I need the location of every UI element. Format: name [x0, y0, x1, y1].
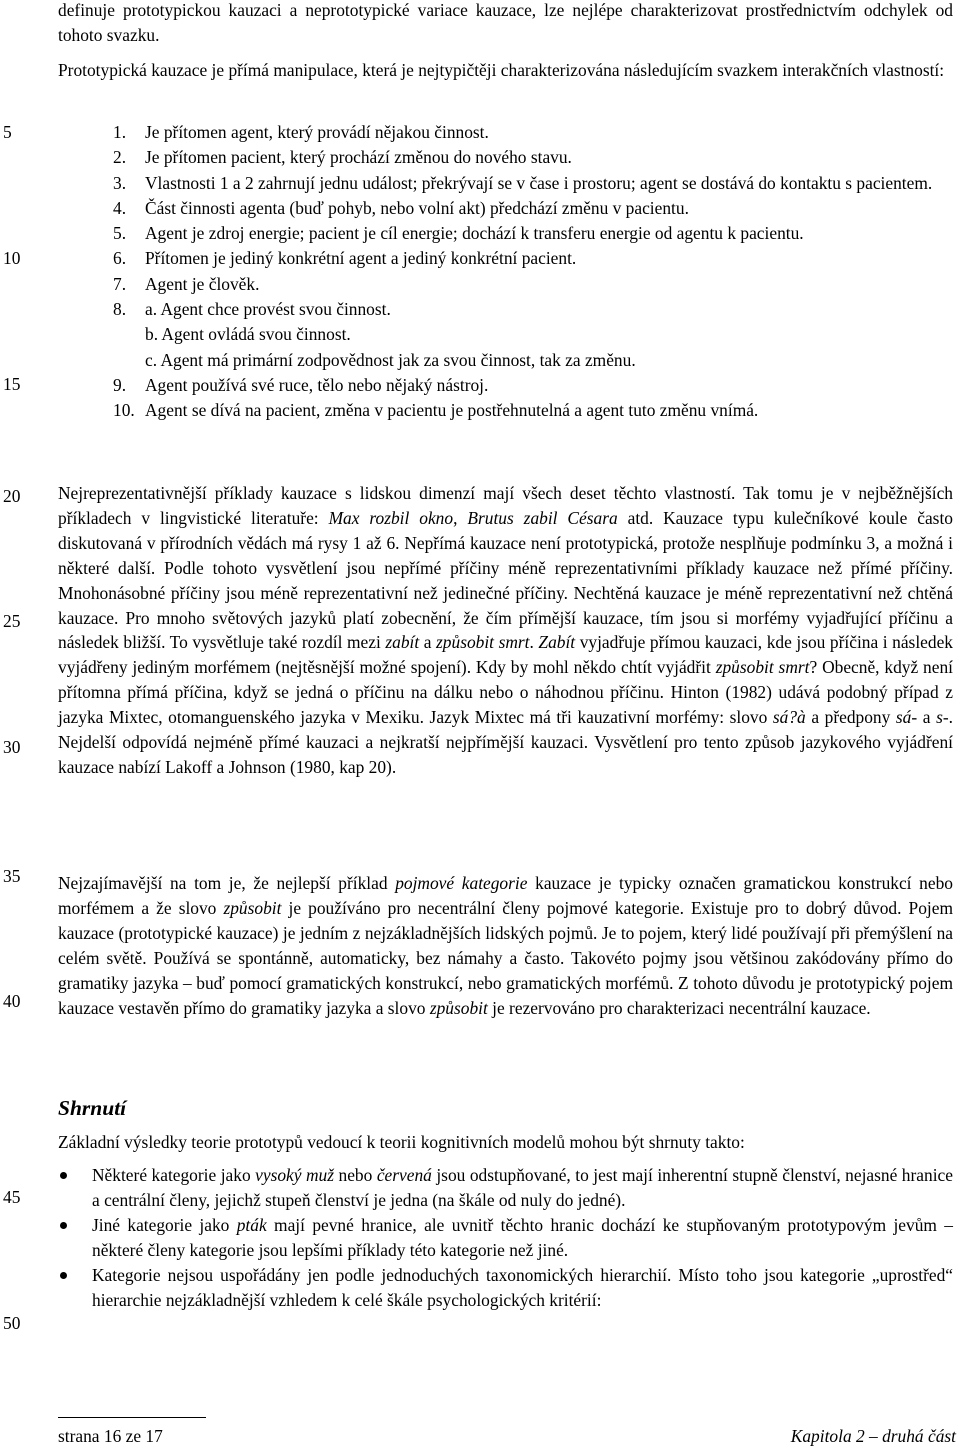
page-number: strana 16 ze 17 [58, 1426, 163, 1446]
line-number: 20 [3, 486, 21, 506]
bullet-icon [60, 1172, 67, 1179]
paragraph-intro: definuje prototypickou kauzaci a neprototypické variace kauzace, lze nejlépe charakterizovat prostřednictvím odchylek od tohoto svazku. [58, 0, 953, 45]
bullet-item: Některé kategorie jako vysoký muž nebo červená jsou odstupňované, to jest mají inherentní stupně členství, nejasné hranice a centrální členy, jejichž stupeň členství je jedna (na škále od nuly do jedné). [58, 1163, 953, 1213]
list-item-number: 9. [113, 374, 127, 395]
list-item-number: 7. [113, 273, 127, 294]
footer-divider [58, 1417, 206, 1418]
summary-bullet-list [58, 1163, 953, 1312]
list-item-number: 4. [113, 197, 127, 218]
italic-run: vysoký muž [255, 1165, 335, 1185]
line-number: 30 [3, 737, 21, 757]
list-item [113, 322, 943, 347]
line-number: 10 [3, 248, 21, 268]
italic-run: Max rozbil okno [328, 507, 454, 528]
line-number: 15 [3, 374, 21, 394]
italic-run: sá- [895, 707, 918, 728]
line-number-gutter [0, 0, 40, 1449]
line-number: 25 [3, 611, 21, 631]
list-item-text: Vlastnosti 1 a 2 zahrnují jednu událost; překrývají se v čase i prostoru; agent se dostává do kontaktu s pacientem. [145, 172, 933, 193]
list-item-number: 8. [113, 299, 127, 320]
italic-run: způsobit [429, 997, 488, 1018]
list-item [113, 297, 943, 322]
list-item-number: 10. [113, 400, 135, 421]
paragraph-prototypical-causation: Prototypická kauzace je přímá manipulace, která je nejtypičtěji charakterizována následujícím svazkem interakčních vlastností: [58, 60, 945, 80]
list-item-number: 5. [113, 223, 127, 244]
list-item [113, 348, 943, 373]
list-item-text: a. Agent chce provést svou činnost. [145, 299, 391, 320]
line-number: 45 [3, 1187, 21, 1207]
list-item-text: b. Agent ovládá svou činnost. [145, 324, 351, 345]
list-item [113, 246, 943, 271]
line-number: 35 [3, 866, 21, 886]
list-item-number: 3. [113, 172, 127, 193]
list-item [113, 221, 943, 246]
list-item-text: Přítomen je jediný konkrétní agent a jediný konkrétní pacient. [145, 248, 577, 269]
property-list [113, 120, 943, 424]
chapter-label: Kapitola 2 – druhá část [790, 1426, 956, 1446]
list-item-number: 6. [113, 248, 127, 269]
italic-run: Brutus zabil Césara [467, 507, 618, 528]
list-item-text: Část činnosti agenta (buď pohyb, nebo volní akt) předchází změnu v pacientu. [145, 197, 689, 218]
bullet-item: Jiné kategorie jako pták mají pevné hranice, ale uvnitř těchto hranic dochází ke stupňovaným prototypovým jevům – některé členy kategorie jsou lepšími příklady této kategorie než jiné. [58, 1213, 953, 1263]
italic-run: Zabít [538, 632, 576, 653]
list-item [113, 272, 943, 297]
italic-run: způsobit smrt [436, 632, 530, 653]
list-item-text: Je přítomen pacient, který prochází změnou do nového stavu. [145, 147, 572, 168]
italic-run: pták [236, 1214, 267, 1235]
list-item-number: 1. [113, 122, 127, 142]
line-number: 40 [3, 991, 21, 1011]
bullet-icon [60, 1272, 67, 1279]
list-item-text: Je přítomen agent, který provádí nějakou činnost. [145, 122, 489, 142]
bullet-icon [60, 1222, 67, 1229]
section-heading: Shrnutí [58, 1096, 127, 1120]
line-number: 5 [3, 122, 12, 142]
italic-run: červená [376, 1165, 432, 1185]
paragraph-summary-intro: Základní výsledky teorie prototypů vedoucí k teorii kognitivních modelů mohou být shrnuty takto: [58, 1132, 745, 1152]
italic-run: s- [936, 707, 949, 728]
paragraph-representative-examples: Nejreprezentativnější příklady kauzace s lidskou dimenzí mají všech deset těchto vlastností. Tak tomu je v nejběžnějších příkladech v lingvistické literatuře: Max rozbil okno, Brutus zabil Césara atd. Kauzace typu kulečníkové koule často diskutovaná v přírodních vědách má rysy 1 až 6. Nepřímá kauzace není prototypická, protože nesplňuje podmínku 3, a možná i některé další. Podle tohoto vysvětlení jsou nepřímé příčiny méně reprezentativními příklady kauzace než přímé příčiny. Mnohonásobné příčiny jsou méně reprezentativní než jedinečné příčiny. Nechtěná kauzace je méně reprezentativní než chtěná kauzace. Pro mnoho světových jazyků platí zobecnění, že čím přímější kauzace, tím jsou si morfémy vyjadřující příčinu a následek bližší. To vysvětluje také rozdíl mezi zabít a způsobit smrt. Zabít vyjadřuje přímou kauzaci, kde jsou příčina i následek vyjádřeny jediným morfémem (nejtěsnější možné spojení). Kdy by mohl někdo chtít vyjádřit způsobit smrt? Obecně, když není přítomna přímá příčina, když se jedná o příčinu na dálku nebo o náhodnou příčinu. Hinton (1982) udává podobný případ z jazyka Mixtec, otomanguenského jazyka v Mexiku. Jazyk Mixtec má tři kauzativní morfémy: slovo sá?à a předpony sá- a s-. Nejdelší odpovídá nejméně přímé kauzaci a nejkratší nejpřímější kauzaci. Vysvětlení pro tento způsob jazykového vyjádření kauzace nabízí Lakoff a Johnson (1980, kap 20). [58, 483, 953, 777]
line-number: 50 [3, 1313, 21, 1333]
list-item [113, 171, 943, 196]
list-item-text: Agent je zdroj energie; pacient je cíl energie; dochází k transferu energie od agentu k pacientu. [145, 223, 804, 244]
list-item [113, 373, 943, 398]
italic-run: zabít [385, 632, 420, 653]
list-item-number: 2. [113, 147, 127, 168]
italic-run: pojmové kategorie [395, 873, 528, 893]
italic-run: sá?à [772, 707, 806, 728]
list-item [113, 120, 943, 145]
list-item [113, 145, 943, 170]
italic-run: způsobit smrt [715, 657, 810, 678]
list-item [113, 398, 943, 423]
list-item-text: c. Agent má primární zodpovědnost jak za svou činnost, tak za změnu. [145, 349, 636, 370]
list-item-text: Agent používá své ruce, tělo nebo nějaký nástroj. [145, 374, 489, 395]
italic-run: způsobit [223, 897, 282, 918]
paragraph-conceptual-category: Nejzajímavější na tom je, že nejlepší příklad pojmové kategorie kauzace je typicky označen gramatickou konstrukcí nebo morfémem a že slovo způsobit je používáno pro necentrální členy pojmové kategorie. Existuje pro to dobrý důvod. Pojem kauzace (prototypické kauzace) je jedním z nejzákladnějších lidských pojmů. Je to pojem, který lidé používají při přemýšlení na celém světě. Používá se spontánně, automaticky, bez námahy a často. Takovéto pojmy jsou většinou zakódovány přímo do gramatiky jazyka – buď pomocí gramatických konstrukcí, nebo gramatických morfémů. Z tohoto důvodu je prototypický pojem kauzace vestavěn přímo do gramatiky jazyka a slovo způsobit je rezervováno pro charakterizaci necentrální kauzace. [58, 873, 953, 1018]
list-item-text: Agent je člověk. [145, 273, 260, 294]
bullet-item: Kategorie nejsou uspořádány jen podle jednoduchých taxonomických hierarchií. Místo toho jsou kategorie „uprostřed“ hierarchie nejzákladnější vzhledem k celé škále psychologických kritérií: [58, 1263, 953, 1313]
list-item [113, 196, 943, 221]
list-item-text: Agent se dívá na pacient, změna v pacientu je postřehnutelná a agent tuto změnu vnímá. [145, 400, 759, 421]
